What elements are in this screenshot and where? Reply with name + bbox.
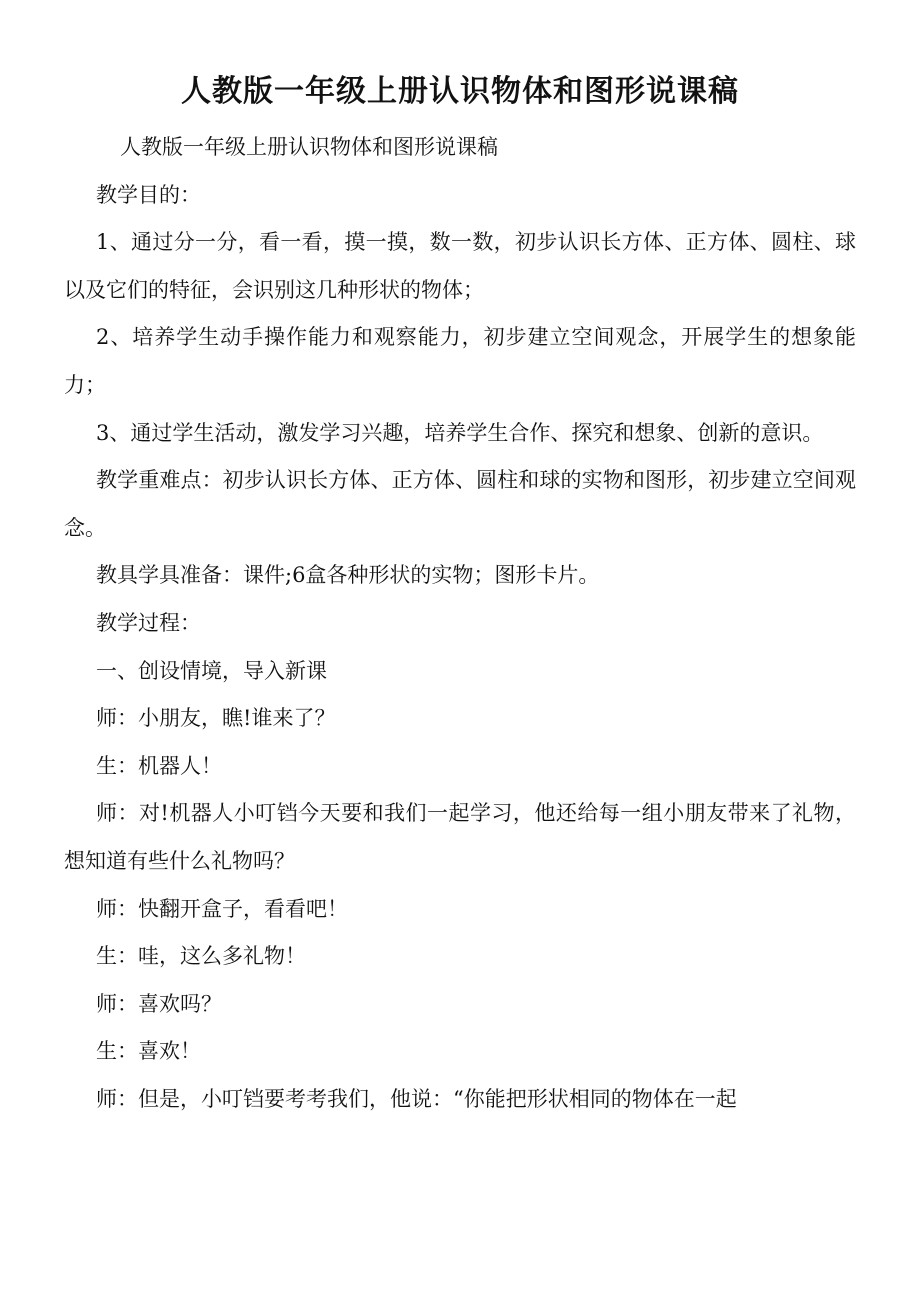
- dialogue-line: 师：快翻开盒子，看看吧！: [96, 896, 348, 921]
- process-heading: 教学过程：: [96, 610, 201, 635]
- goal-item-1: 1、通过分一分，看一看，摸一摸，数一数，初步认识长方体、正方体、圆柱、球以及它们的特征，会识别这几种形状的物体；: [64, 230, 856, 302]
- dialogue-line: 师：小朋友，瞧!谁来了？: [96, 706, 336, 731]
- dialogue-line: 师：但是，小叮铛要考考我们，他说：“你能把形状相同的物体在一起: [96, 1086, 737, 1111]
- materials-paragraph: 教具学具准备：课件;6盒各种形状的实物；图形卡片。: [96, 563, 600, 588]
- document-body: [64, 124, 856, 1123]
- subtitle-paragraph: 人教版一年级上册认识物体和图形说课稿: [120, 135, 498, 159]
- dialogue-line: 生：机器人！: [96, 753, 222, 778]
- section-heading-1: 一、创设情境，导入新课: [96, 658, 327, 683]
- key-difficulties-paragraph: 教学重难点：初步认识长方体、正方体、圆柱和球的实物和图形，初步建立空间观念。: [64, 468, 856, 540]
- dialogue-line: 师：对!机器人小叮铛今天要和我们一起学习，他还给每一组小朋友带来了礼物，想知道有些什么礼物吗？: [64, 801, 856, 873]
- dialogue-line: 师：喜欢吗？: [96, 991, 222, 1016]
- goal-item-3: 3、通过学生活动，激发学习兴趣，培养学生合作、探究和想象、创新的意识。: [96, 420, 824, 445]
- dialogue-line: 生：哇，这么多礼物！: [96, 944, 306, 969]
- goal-item-2: 2、培养学生动手操作能力和观察能力，初步建立空间观念，开展学生的想象能力；: [64, 325, 856, 397]
- dialogue-line: 生：喜欢！: [96, 1039, 201, 1064]
- document-title: 人教版一年级上册认识物体和图形说课稿: [181, 74, 739, 109]
- teaching-goals-heading: 教学目的：: [96, 182, 201, 207]
